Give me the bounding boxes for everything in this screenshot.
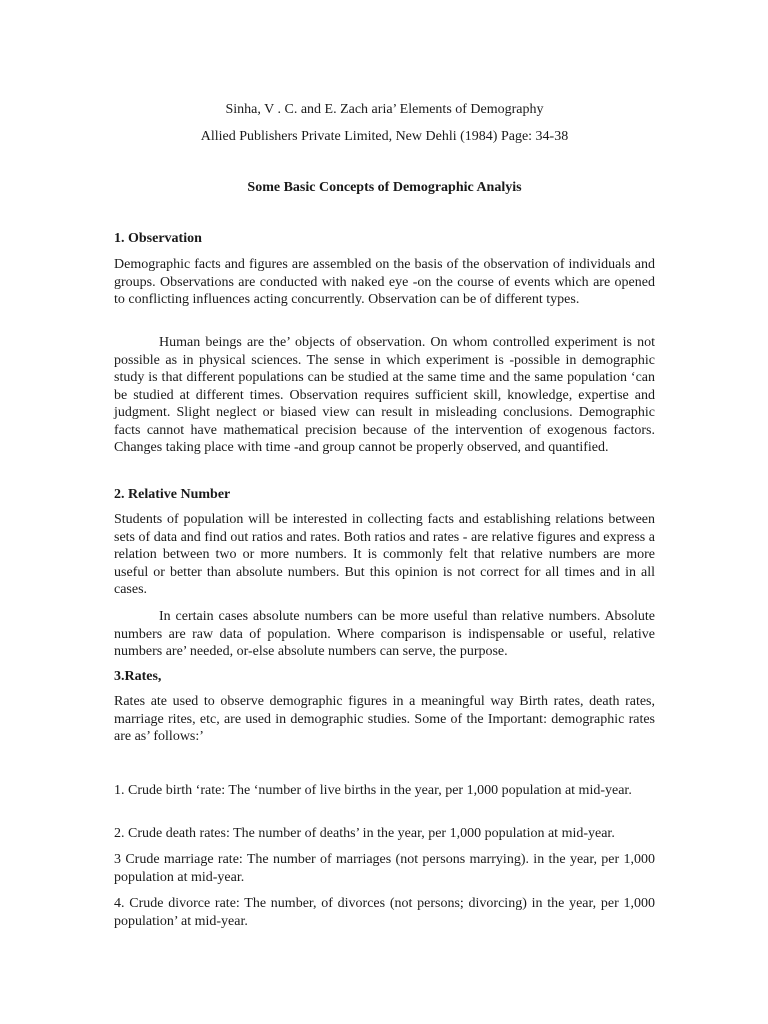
rates-list-item: 4. Crude divorce rate: The number, of divorces (not persons; divorcing) in the year, per 1,000 population’ at mid-year. (114, 896, 655, 929)
citation-line-2: Allied Publishers Private Limited, New Dehli (1984) Page: 34-38 (200, 129, 569, 144)
rates-list-item: 1. Crude birth ‘rate: The ‘number of live births in the year, per 1,000 population at mid-year. (114, 783, 632, 798)
section-heading-observation: 1. Observation (114, 231, 202, 246)
observation-paragraph-1: Demographic facts and figures are assembled on the basis of the observation of individuals and groups. Observations are conducted with naked eye -on the course of events which are opened to conflicting influences acting concurrently. Observation can be of different types. (114, 257, 655, 307)
section-heading-relative-number: 2. Relative Number (114, 487, 231, 502)
rates-list-item: 3 Crude marriage rate: The number of marriages (not persons marrying). in the year, per 1,000 population at mid-year. (114, 852, 655, 885)
relative-number-paragraph-1: Students of population will be interested in collecting facts and establishing relations between sets of data and find out ratios and rates. Both ratios and rates - are relative figures and express a relation between two or more numbers. It is commonly felt that relative numbers are more useful or better than absolute numbers. But this opinion is not correct for all times and in all cases. (114, 512, 655, 597)
document-title: Some Basic Concepts of Demographic Analyis (247, 180, 522, 195)
section-heading-rates: 3.Rates, (114, 669, 162, 684)
relative-number-paragraph-2: In certain cases absolute numbers can be more useful than relative numbers. Absolute numbers are raw data of population. Where comparison is indispensable or useful, relative numbers are’ needed, or-else absolute numbers can serve, the purpose. (114, 609, 655, 659)
rates-list-item: 2. Crude death rates: The number of deaths’ in the year, per 1,000 population at mid-year. (114, 826, 615, 841)
citation-line-1: Sinha, V . C. and E. Zach aria’ Elements of Demography (225, 102, 544, 117)
rates-paragraph: Rates ate used to observe demographic figures in a meaningful way Birth rates, death rates, marriage rites, etc, are used in demographic studies. Some of the Important: demographic rates are as’ follows:’ (114, 694, 655, 744)
observation-paragraph-2: Human beings are the’ objects of observation. On whom controlled experiment is not possible as in physical sciences. The sense in which experiment is -possible in demographic study is that different populations can be studied at the same time and the same population ‘can be studied at different times. Observation requires sufficient skill, knowledge, expertise and judgment. Slight neglect or biased view can result in misleading conclusions. Demographic facts cannot have mathematical precision because of the intervention of exogenous factors. Changes taking place with time -and group cannot be properly observed, and quantified. (114, 335, 655, 455)
